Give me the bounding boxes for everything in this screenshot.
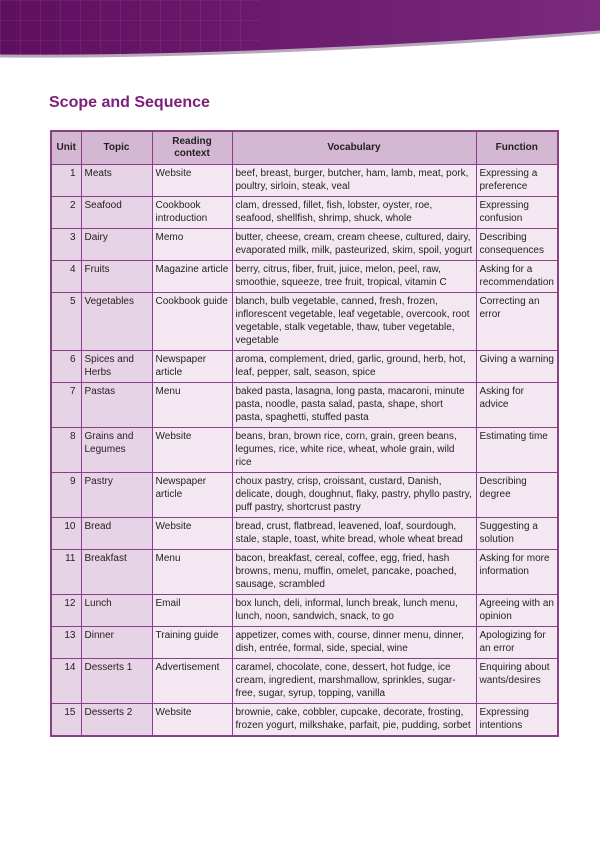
function-cell: Asking for more information — [476, 550, 558, 595]
table-row — [51, 627, 558, 659]
reading-context-cell: Menu — [152, 550, 232, 595]
function-cell: Agreeing with an opinion — [476, 595, 558, 627]
reading-context-cell: Cookbook guide — [152, 293, 232, 351]
vocabulary-cell: aroma, complement, dried, garlic, ground, herb, hot, leaf, pepper, salt, season, spice — [232, 351, 476, 383]
unit-cell: 8 — [51, 428, 81, 473]
topic-cell: Spices and Herbs — [81, 351, 152, 383]
function-cell: Asking for advice — [476, 383, 558, 428]
vocabulary-cell: bread, crust, flatbread, leavened, loaf, sourdough, stale, staple, toast, white bread, whole wheat bread — [232, 518, 476, 550]
table-row — [51, 293, 558, 351]
unit-cell: 2 — [51, 197, 81, 229]
function-cell: Estimating time — [476, 428, 558, 473]
vocabulary-cell: box lunch, deli, informal, lunch break, lunch menu, lunch, noon, sandwich, snack, to go — [232, 595, 476, 627]
reading-context-cell: Training guide — [152, 627, 232, 659]
vocabulary-cell: choux pastry, crisp, croissant, custard, Danish, delicate, dough, doughnut, flaky, pastry, phyllo pastry, puff pastry, shortcrust pastry — [232, 473, 476, 518]
reading-context-cell: Newspaper article — [152, 473, 232, 518]
col-header-reading-context: Reading context — [152, 131, 232, 165]
vocabulary-cell: baked pasta, lasagna, long pasta, macaroni, minute pasta, noodle, pasta salad, pasta, shape, short pasta, spaghetti, stuffed pasta — [232, 383, 476, 428]
topic-cell: Breakfast — [81, 550, 152, 595]
reading-context-cell: Website — [152, 518, 232, 550]
topic-cell: Bread — [81, 518, 152, 550]
vocabulary-cell: clam, dressed, fillet, fish, lobster, oyster, roe, seafood, shellfish, shrimp, shuck, whole — [232, 197, 476, 229]
vocabulary-cell: caramel, chocolate, cone, dessert, hot fudge, ice cream, ingredient, marshmallow, sprinkles, sugar-free, sugar, syrup, topping, vanilla — [232, 659, 476, 704]
col-header-vocabulary: Vocabulary — [232, 131, 476, 165]
vocabulary-cell: beans, bran, brown rice, corn, grain, green beans, legumes, rice, white rice, wheat, whole grain, wild rice — [232, 428, 476, 473]
reading-context-cell: Website — [152, 428, 232, 473]
reading-context-cell: Menu — [152, 383, 232, 428]
topic-cell: Pastas — [81, 383, 152, 428]
topic-cell: Desserts 1 — [81, 659, 152, 704]
function-cell: Expressing a preference — [476, 165, 558, 197]
reading-context-cell: Newspaper article — [152, 351, 232, 383]
unit-cell: 14 — [51, 659, 81, 704]
function-cell: Describing degree — [476, 473, 558, 518]
col-header-topic: Topic — [81, 131, 152, 165]
function-cell: Enquiring about wants/desires — [476, 659, 558, 704]
topic-cell: Grains and Legumes — [81, 428, 152, 473]
topic-cell: Meats — [81, 165, 152, 197]
vocabulary-cell: butter, cheese, cream, cream cheese, cultured, dairy, evaporated milk, milk, pasteurized, skim, spoil, yogurt — [232, 229, 476, 261]
header-banner — [0, 0, 600, 62]
table-row — [51, 473, 558, 518]
function-cell: Describing consequences — [476, 229, 558, 261]
reading-context-cell: Magazine article — [152, 261, 232, 293]
page-title: Scope and Sequence — [49, 94, 210, 111]
table-row — [51, 704, 558, 737]
table-row — [51, 165, 558, 197]
table-row — [51, 229, 558, 261]
unit-cell: 15 — [51, 704, 81, 737]
scope-sequence-table — [50, 130, 559, 737]
table-row — [51, 383, 558, 428]
table-row — [51, 595, 558, 627]
vocabulary-cell: beef, breast, burger, butcher, ham, lamb, meat, pork, poultry, sirloin, steak, veal — [232, 165, 476, 197]
unit-cell: 13 — [51, 627, 81, 659]
unit-cell: 11 — [51, 550, 81, 595]
topic-cell: Desserts 2 — [81, 704, 152, 737]
col-header-unit: Unit — [51, 131, 81, 165]
table-row — [51, 659, 558, 704]
function-cell: Expressing confusion — [476, 197, 558, 229]
function-cell: Expressing intentions — [476, 704, 558, 737]
topic-cell: Pastry — [81, 473, 152, 518]
topic-cell: Fruits — [81, 261, 152, 293]
topic-cell: Dairy — [81, 229, 152, 261]
reading-context-cell: Website — [152, 165, 232, 197]
table-row — [51, 550, 558, 595]
table-header-row — [51, 131, 558, 165]
topic-cell: Dinner — [81, 627, 152, 659]
vocabulary-cell: brownie, cake, cobbler, cupcake, decorate, frosting, frozen yogurt, milkshake, parfait, pie, pudding, sorbet — [232, 704, 476, 737]
unit-cell: 3 — [51, 229, 81, 261]
table-row — [51, 428, 558, 473]
col-header-function: Function — [476, 131, 558, 165]
reading-context-cell: Cookbook introduction — [152, 197, 232, 229]
unit-cell: 12 — [51, 595, 81, 627]
table-row — [51, 197, 558, 229]
reading-context-cell: Website — [152, 704, 232, 737]
unit-cell: 7 — [51, 383, 81, 428]
unit-cell: 5 — [51, 293, 81, 351]
unit-cell: 1 — [51, 165, 81, 197]
function-cell: Correcting an error — [476, 293, 558, 351]
reading-context-cell: Advertisement — [152, 659, 232, 704]
reading-context-cell: Memo — [152, 229, 232, 261]
reading-context-cell: Email — [152, 595, 232, 627]
vocabulary-cell: berry, citrus, fiber, fruit, juice, melon, peel, raw, smoothie, squeeze, tree fruit, tropical, vitamin C — [232, 261, 476, 293]
unit-cell: 9 — [51, 473, 81, 518]
table-row — [51, 351, 558, 383]
vocabulary-cell: blanch, bulb vegetable, canned, fresh, frozen, inflorescent vegetable, leaf vegetable, overcook, root vegetable, stalk vegetable, thaw, tuber vegetable, vegetable — [232, 293, 476, 351]
topic-cell: Vegetables — [81, 293, 152, 351]
unit-cell: 6 — [51, 351, 81, 383]
vocabulary-cell: appetizer, comes with, course, dinner menu, dinner, dish, entrée, formal, side, special, wine — [232, 627, 476, 659]
unit-cell: 10 — [51, 518, 81, 550]
table-row — [51, 261, 558, 293]
function-cell: Apologizing for an error — [476, 627, 558, 659]
function-cell: Asking for a recommendation — [476, 261, 558, 293]
table-row — [51, 518, 558, 550]
function-cell: Suggesting a solution — [476, 518, 558, 550]
function-cell: Giving a warning — [476, 351, 558, 383]
topic-cell: Seafood — [81, 197, 152, 229]
vocabulary-cell: bacon, breakfast, cereal, coffee, egg, fried, hash browns, menu, muffin, omelet, pancake, poached, sausage, scrambled — [232, 550, 476, 595]
topic-cell: Lunch — [81, 595, 152, 627]
unit-cell: 4 — [51, 261, 81, 293]
